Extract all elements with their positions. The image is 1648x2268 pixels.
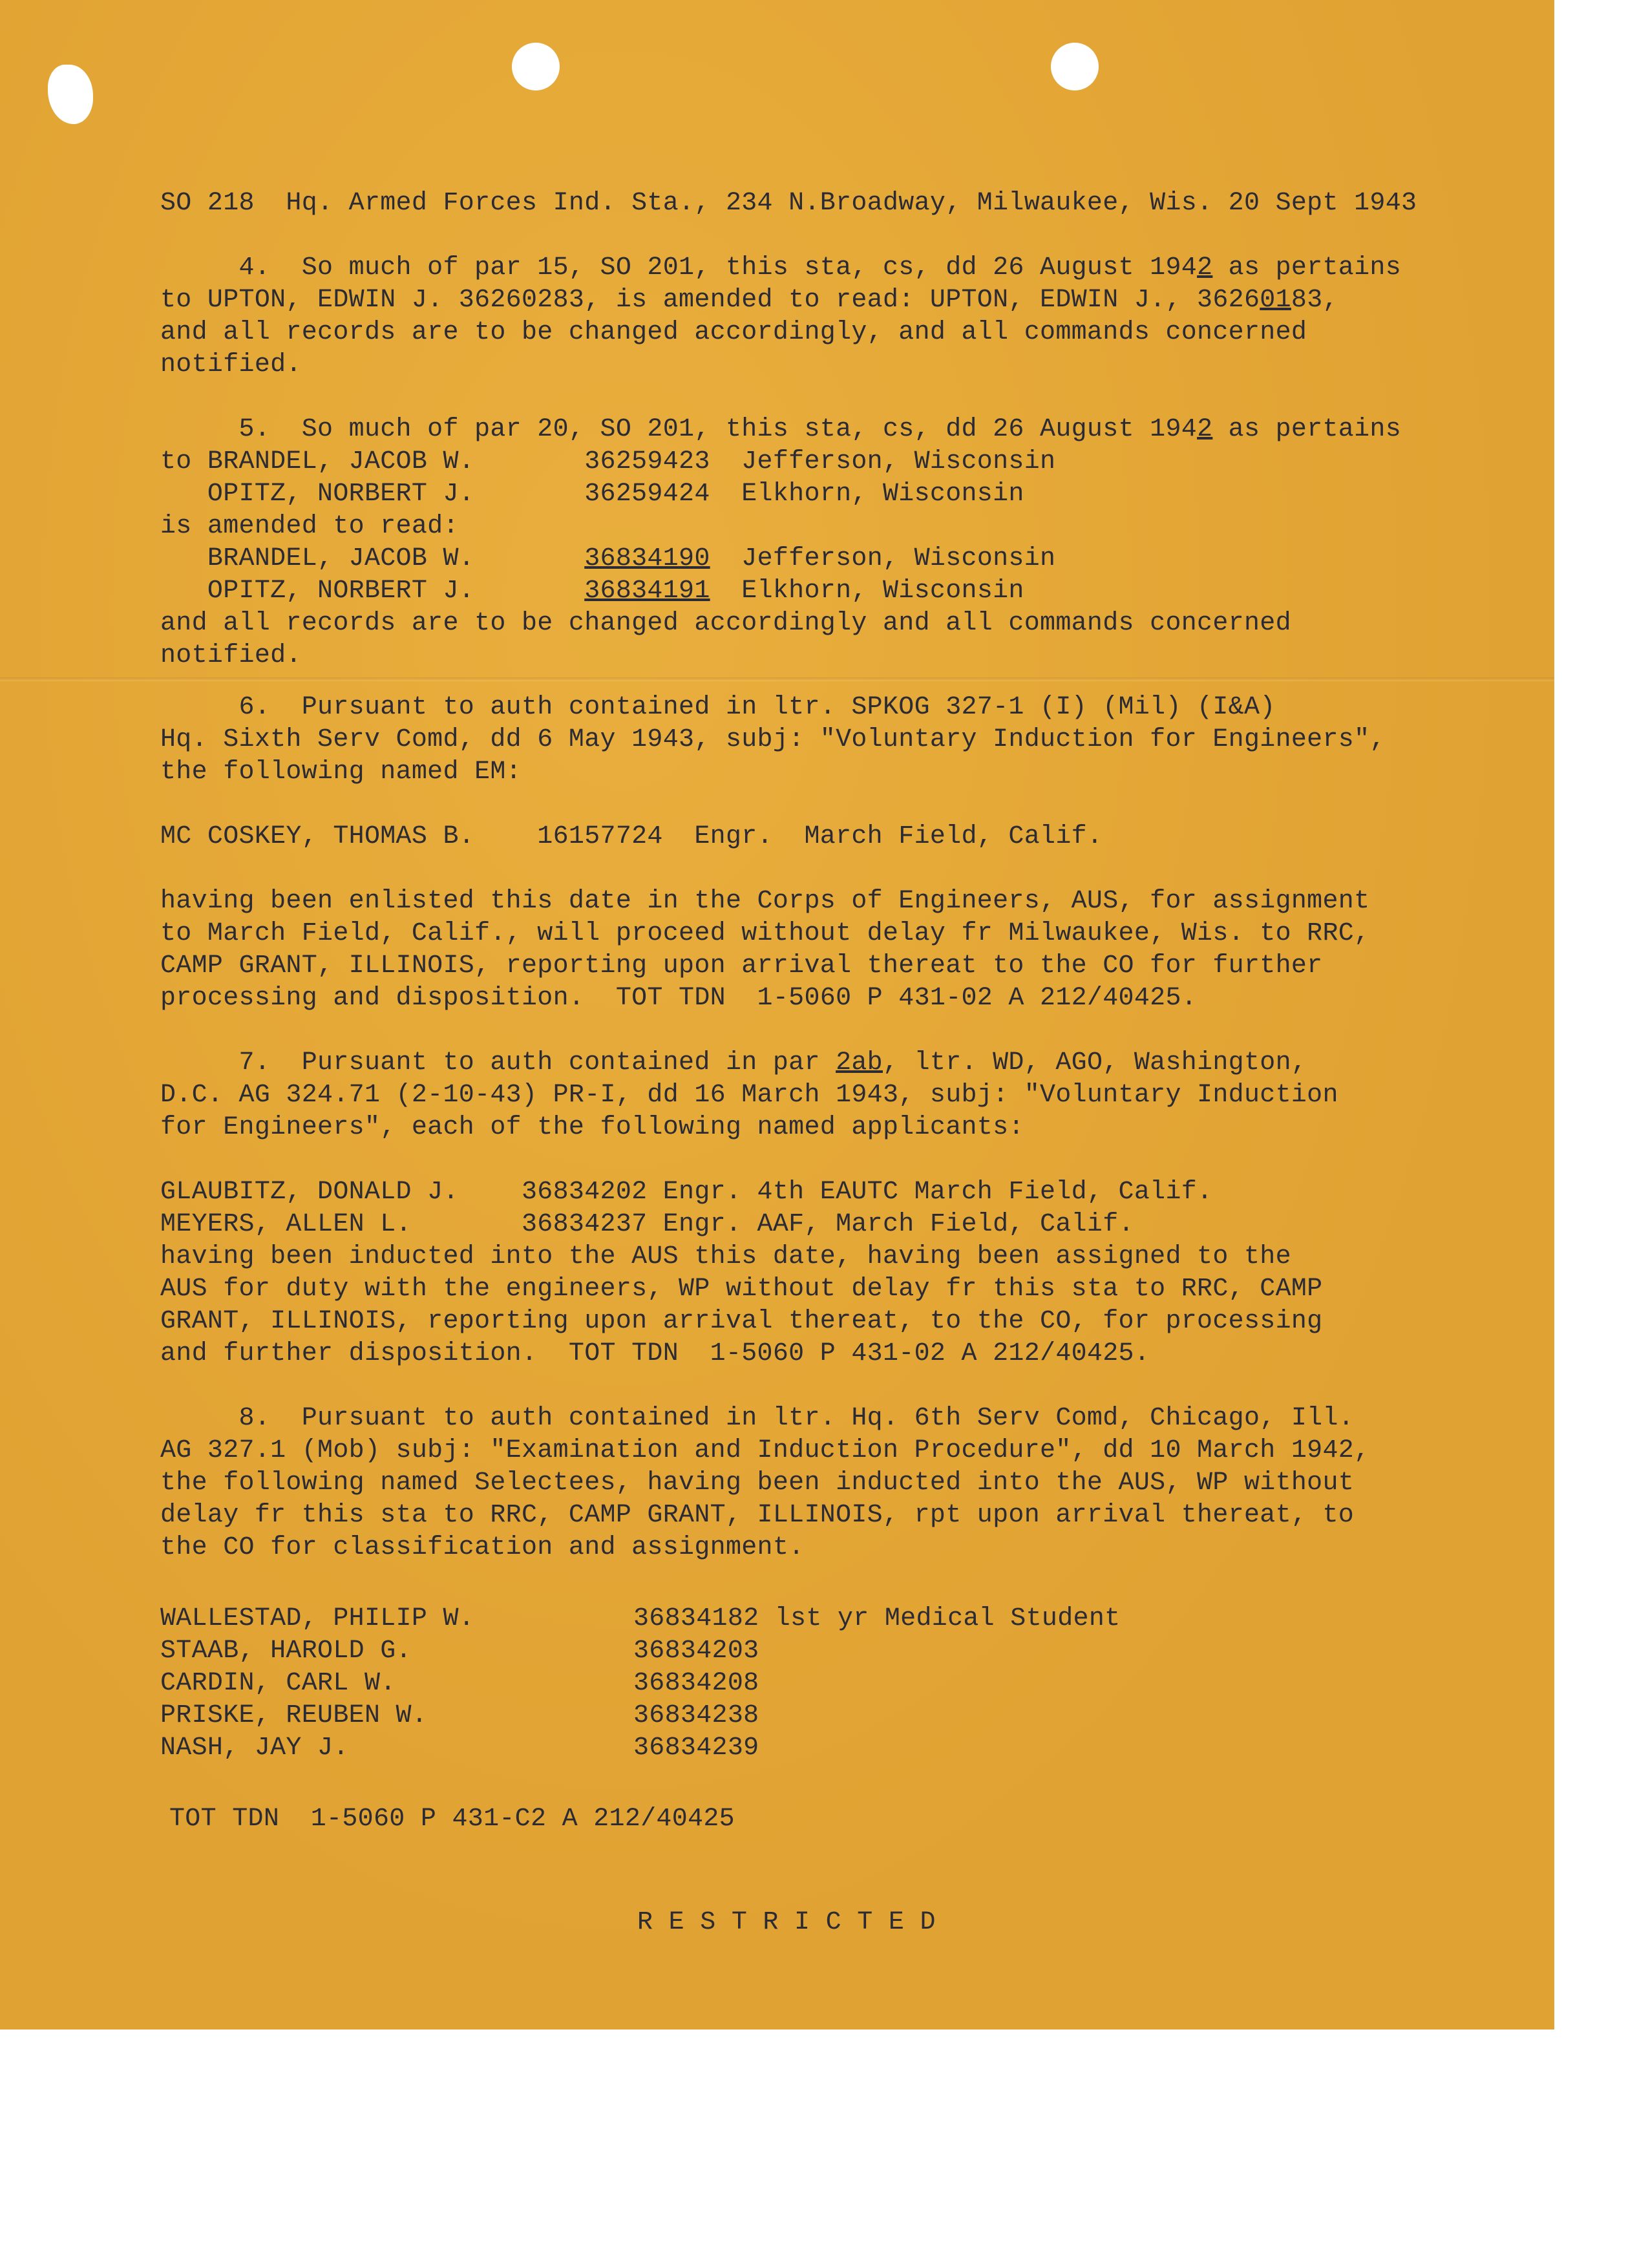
restricted-footer: R E S T R I C T E D (637, 1908, 936, 1937)
par6-em-entry: MC COSKEY, THOMAS B. 16157724 Engr. March Field, Calif. (160, 822, 1103, 851)
par5-line-8: notified. (160, 641, 302, 670)
selectee-name: NASH, JAY J. (160, 1733, 349, 1763)
fold-crease (0, 677, 1554, 681)
par6-line-2: Hq. Sixth Serv Comd, dd 6 May 1943, subj: "Voluntary Induction for Engineers", (160, 725, 1386, 754)
par7-line-6: GRANT, ILLINOIS, reporting upon arrival thereat, to the CO, for processing (160, 1307, 1323, 1336)
par7-line-2: D.C. AG 324.71 (2-10-43) PR-I, dd 16 March 1943, subj: "Voluntary Induction (160, 1081, 1338, 1110)
par4-line-4: notified. (160, 350, 302, 379)
selectee-name: PRISKE, REUBEN W. (160, 1701, 428, 1730)
selectee-serial: 36834239 (633, 1733, 759, 1763)
par8-line-5: the CO for classification and assignment. (160, 1533, 805, 1562)
par7-line-1: 7. Pursuant to auth contained in par 2ab, ltr. WD, AGO, Washington, (160, 1048, 1307, 1077)
par8-line-1: 8. Pursuant to auth contained in ltr. Hq. 6th Serv Comd, Chicago, Ill. (160, 1404, 1355, 1433)
par6-line-4: having been enlisted this date in the Corps of Engineers, AUS, for assignment (160, 887, 1370, 916)
par5-line-2: to BRANDEL, JACOB W. 36259423 Jefferson, Wisconsin (160, 447, 1056, 476)
selectee-name: WALLESTAD, PHILIP W. (160, 1604, 475, 1633)
selectee-serial: 36834238 (633, 1701, 759, 1730)
selectee-name: CARDIN, CARL W. (160, 1669, 396, 1698)
par4-line-2: to UPTON, EDWIN J. 36260283, is amended to read: UPTON, EDWIN J., 36260183, (160, 286, 1338, 315)
par5-line-7: and all records are to be changed accordingly and all commands concerned (160, 609, 1291, 638)
punch-hole-left (512, 43, 560, 90)
selectee-serial: 36834182 lst yr Medical Student (633, 1604, 1121, 1633)
selectee-serial: 36834203 (633, 1637, 759, 1666)
par7-line-5: AUS for duty with the engineers, WP without delay fr this sta to RRC, CAMP (160, 1275, 1323, 1304)
par4-line-3: and all records are to be changed accordingly, and all commands concerned (160, 318, 1307, 347)
par7-line-7: and further disposition. TOT TDN 1-5060 P 431-02 A 212/40425. (160, 1339, 1150, 1368)
order-header: SO 218 Hq. Armed Forces Ind. Sta., 234 N.Broadway, Milwaukee, Wis. 20 Sept 1943 (160, 189, 1417, 218)
punch-hole-right (1051, 43, 1099, 90)
par7-line-4: having been inducted into the AUS this date, having been assigned to the (160, 1242, 1291, 1271)
par7-line-3: for Engineers", each of the following named applicants: (160, 1113, 1024, 1142)
par5-line-1: 5. So much of par 20, SO 201, this sta, cs, dd 26 August 1942 as pertains (160, 415, 1402, 444)
par7-applicant-2: MEYERS, ALLEN L. 36834237 Engr. AAF, March Field, Calif. (160, 1210, 1134, 1239)
tot-line: TOT TDN 1-5060 P 431-C2 A 212/40425 (169, 1805, 735, 1834)
par8-line-3: the following named Selectees, having been inducted into the AUS, WP without (160, 1468, 1355, 1498)
par8-line-4: delay fr this sta to RRC, CAMP GRANT, ILLINOIS, rpt upon arrival thereat, to (160, 1501, 1355, 1530)
par5-line-4: is amended to read: (160, 512, 459, 541)
selectee-serial: 36834208 (633, 1669, 759, 1698)
par6-line-3: the following named EM: (160, 758, 522, 787)
par6-line-7: processing and disposition. TOT TDN 1-5060 P 431-02 A 212/40425. (160, 984, 1198, 1013)
par5-line-3: OPITZ, NORBERT J. 36259424 Elkhorn, Wisconsin (160, 480, 1024, 509)
par4-line-1: 4. So much of par 15, SO 201, this sta, cs, dd 26 August 1942 as pertains (160, 253, 1402, 282)
par7-applicant-1: GLAUBITZ, DONALD J. 36834202 Engr. 4th EAUTC March Field, Calif. (160, 1178, 1213, 1207)
par6-line-6: CAMP GRANT, ILLINOIS, reporting upon arrival thereat to the CO for further (160, 951, 1323, 980)
par6-line-5: to March Field, Calif., will proceed without delay fr Milwaukee, Wis. to RRC, (160, 919, 1370, 948)
par6-line-1: 6. Pursuant to auth contained in ltr. SPKOG 327-1 (I) (Mil) (I&A) (160, 693, 1276, 722)
par8-line-2: AG 327.1 (Mob) subj: "Examination and Induction Procedure", dd 10 March 1942, (160, 1436, 1370, 1465)
selectee-name: STAAB, HAROLD G. (160, 1637, 412, 1666)
torn-corner (48, 65, 93, 124)
par5-line-6: OPITZ, NORBERT J. 36834191 Elkhorn, Wisconsin (160, 577, 1024, 606)
par5-line-5: BRANDEL, JACOB W. 36834190 Jefferson, Wisconsin (160, 544, 1056, 573)
